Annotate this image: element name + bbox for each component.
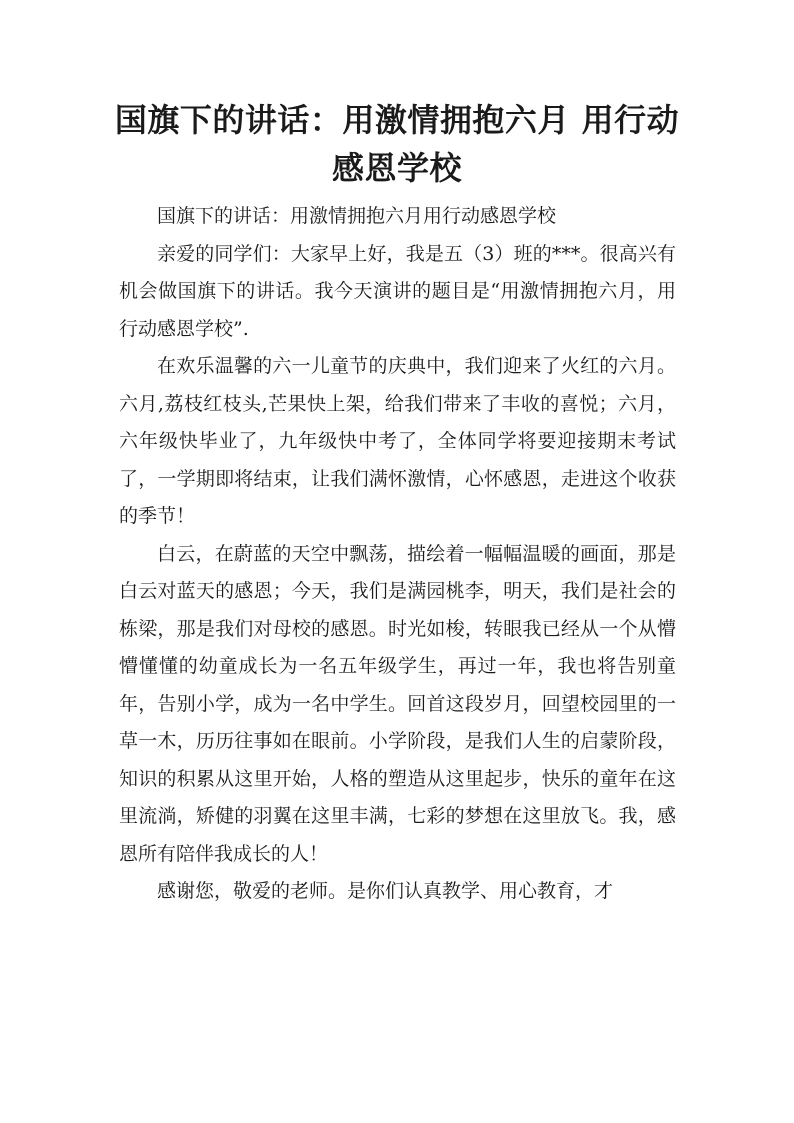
paragraph-thanks-teachers: 感谢您，敬爱的老师。是你们认真教学、用心教育，才 <box>157 880 614 902</box>
paragraph-greeting: 亲爱的同学们：大家早上好，我是五（3）班的***。很高兴有机会做国旗下的讲话。我今天演讲的题目是“用激情拥抱六月，用行动感恩学校”. <box>119 242 676 340</box>
document-body <box>119 198 676 911</box>
paragraph-gratitude: 白云，在蔚蓝的天空中飘荡，描绘着一幅幅温暖的画面，那是白云对蓝天的感恩；今天，我们是满园桃李，明天，我们是社会的栋梁，那是我们对母校的感恩。时光如梭，转眼我已经从一个从懵懵懂懂的幼童成长为一名五年级学生，再过一年，我也将告别童年，告别小学，成为一名中学生。回首这段岁月，回望校园里的一草一木，历历往事如在眼前。小学阶段，是我们人生的启蒙阶段，知识的积累从这里开始，人格的塑造从这里起步，快乐的童年在这里流淌，矫健的羽翼在这里丰满，七彩的梦想在这里放飞。我，感恩所有陪伴我成长的人！ <box>119 542 676 865</box>
paragraph-subtitle: 国旗下的讲话：用激情拥抱六月用行动感恩学校 <box>157 205 557 227</box>
paragraph-june: 在欢乐温馨的六一儿童节的庆典中，我们迎来了火红的六月。六月,荔枝红枝头,芒果快上架，给我们带来了丰收的喜悦；六月，六年级快毕业了，九年级快中考了，全体同学将要迎接期末考试了，一学期即将结束，让我们满怀激情，心怀感恩，走进这个收获的季节！ <box>119 355 676 527</box>
document-title: 国旗下的讲话：用激情拥抱六月 用行动感恩学校 <box>114 101 680 187</box>
